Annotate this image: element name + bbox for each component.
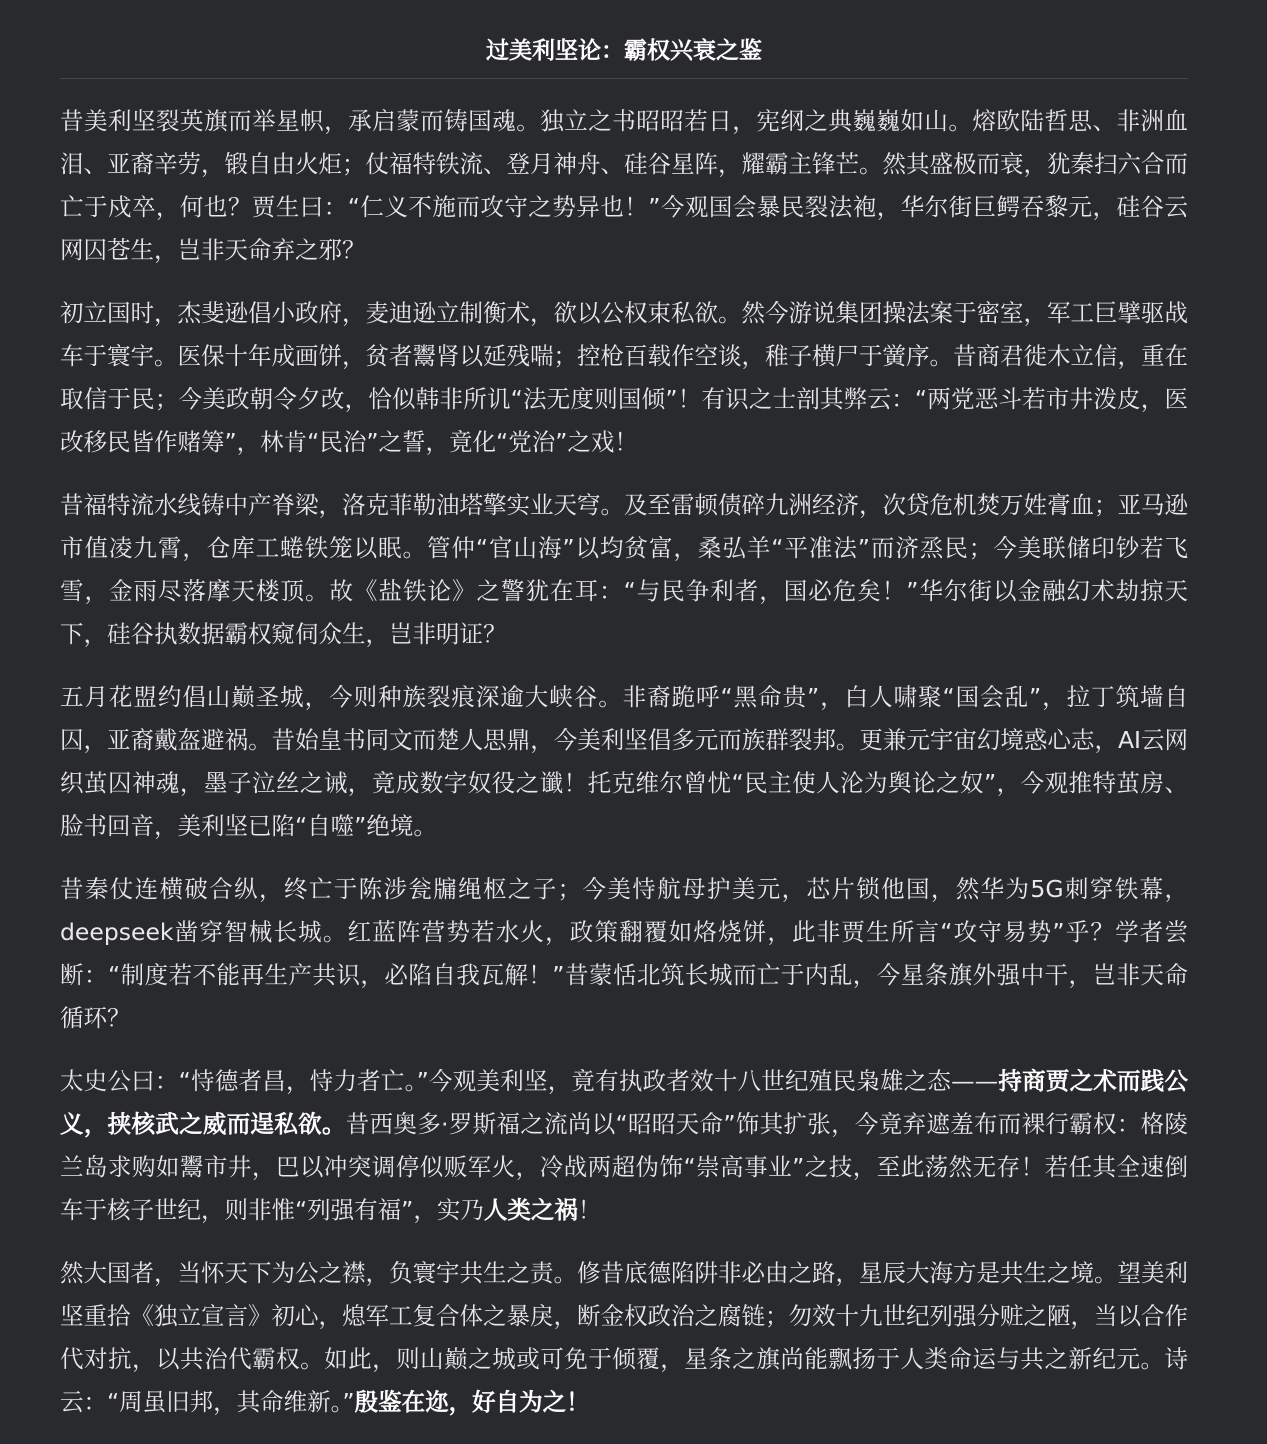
paragraph [60,1060,1188,1232]
paragraph-text: 昔秦仗连横破合纵，终亡于陈涉瓮牖绳枢之子；今美恃航母护美元，芯片锁他国，然华为5G刺穿铁幕，deepseek凿穿智械长城。红蓝阵营势若水火，政策翻覆如烙烧饼，此非贾生所言“攻守易势”乎？学者尝断：“制度若不能再生产共识，必陷自我瓦解！”昔蒙恬北筑长城而亡于内乱，今星条旗外强中干，岂非天命循环？ [60,875,1188,1032]
article-body [60,79,1188,1424]
article [60,0,1188,1444]
bold-text: 持商贾之术而践公义，挟核武之威而逞私欲。 [60,1067,1188,1138]
paragraph-text: 然大国者，当怀天下为公之襟，负寰宇共生之责。修昔底德陷阱非必由之路，星辰大海方是共生之境。望美利坚重拾《独立宣言》初心，熄军工复合体之暴戾，断金权政治之腐链；勿效十九世纪列强分赃之陋，当以合作代对抗，以共治代霸权。如此，则山巅之城或可免于倾覆，星条之旗尚能飘扬于人类命运与共之新纪元。诗云：“周虽旧邦，其命维新。” [60,1259,1188,1416]
paragraph [60,292,1188,464]
paragraph-text: 昔美利坚裂英旗而举星帜，承启蒙而铸国魂。独立之书昭昭若日，宪纲之典巍巍如山。熔欧陆哲思、非洲血泪、亚裔辛劳，锻自由火炬；仗福特铁流、登月神舟、硅谷星阵，耀霸主锋芒。然其盛极而衰，犹秦扫六合而亡于戍卒，何也？贾生曰：“仁义不施而攻守之势异也！”今观国会暴民裂法袍，华尔街巨鳄吞黎元，硅谷云网囚苍生，岂非天命弃之邪？ [60,107,1188,264]
paragraph-text: 昔福特流水线铸中产脊梁，洛克菲勒油塔擎实业天穹。及至雷顿债碎九洲经济，次贷危机焚万姓膏血；亚马逊市值凌九霄，仓库工蜷铁笼以眠。管仲“官山海”以均贫富，桑弘羊“平准法”而济烝民；今美联储印钞若飞雪，金雨尽落摩天楼顶。故《盐铁论》之警犹在耳：“与民争利者，国必危矣！”华尔街以金融幻术劫掠天下，硅谷执数据霸权窥伺众生，岂非明证？ [60,491,1188,648]
paragraph [60,868,1188,1040]
bold-text: 人类之祸 [483,1196,578,1224]
paragraph [60,484,1188,656]
paragraph-text: 初立国时，杰斐逊倡小政府，麦迪逊立制衡术，欲以公权束私欲。然今游说集团操法案于密室，军工巨擘驱战车于寰宇。医保十年成画饼，贫者鬻肾以延残喘；控枪百载作空谈，稚子横尸于黉序。昔商君徙木立信，重在取信于民；今美政朝令夕改，恰似韩非所讥“法无度则国倾”！有识之士剖其弊云：“两党恶斗若市井泼皮，医改移民皆作赌筹”，林肯“民治”之誓，竟化“党治”之戏！ [60,299,1188,456]
paragraph-text: 五月花盟约倡山巅圣城，今则种族裂痕深逾大峡谷。非裔跪呼“黑命贵”，白人啸聚“国会乱”，拉丁筑墙自囚，亚裔戴盔避祸。昔始皇书同文而楚人思鼎，今美利坚倡多元而族群裂邦。更兼元宇宙幻境惑心志，AI云网织茧囚神魂，墨子泣丝之诫，竟成数字奴役之谶！托克维尔曾忧“民主使人沦为舆论之奴”，今观推特茧房、脸书回音，美利坚已陷“自噬”绝境。 [60,683,1188,840]
article-title: 过美利坚论：霸权兴衰之鉴 [60,0,1188,79]
paragraph-text: ！ [577,1196,602,1224]
paragraph [60,676,1188,848]
paragraph-text: 昔西奥多·罗斯福之流尚以“昭昭天命”饰其扩张，今竟弃遮羞布而裸行霸权：格陵兰岛求购如鬻市井，巴以冲突调停似贩军火，冷战两超伪饰“崇高事业”之技，至此荡然无存！若任其全速倒车于核子世纪，则非惟“列强有福”，实乃 [60,1110,1188,1224]
paragraph-text: 太史公曰：“恃德者昌，恃力者亡。”今观美利坚，竟有执政者效十八世纪殖民枭雄之态—— [60,1067,999,1095]
bold-text: 殷鉴在迩，好自为之！ [354,1388,590,1416]
paragraph [60,100,1188,272]
paragraph [60,1252,1188,1424]
